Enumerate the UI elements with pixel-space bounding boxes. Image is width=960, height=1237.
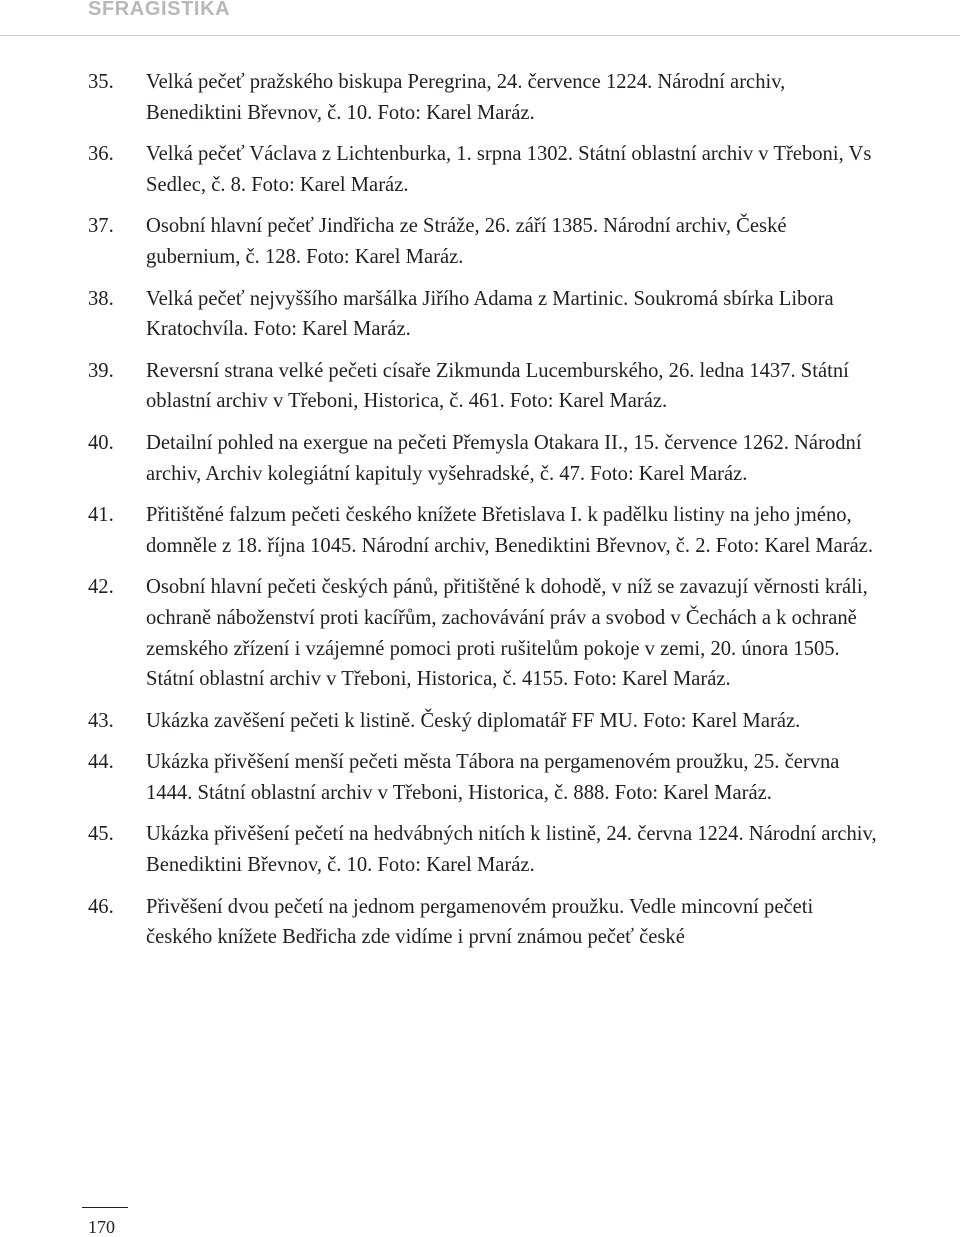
caption-item [88,284,880,345]
caption-text: Ukázka přivěšení pečetí na hedvábných nitích k listině, 24. června 1224. Národní archiv, Benediktini Břevnov, č. 10. Foto: Karel Maráz. [146,823,877,877]
caption-item [88,428,880,489]
page-number: 170 [88,1217,115,1237]
caption-text: Ukázka přivěšení menší pečeti města Tábora na pergamenovém proužku, 25. června 1444. Státní oblastní archiv v Třeboni, Historica, č. 888. Foto: Karel Maráz. [146,751,840,804]
caption-number: 46. [88,895,114,918]
caption-number: 40. [88,431,114,454]
header-divider [0,35,960,36]
caption-item [88,572,880,694]
caption-number: 43. [88,709,114,732]
caption-number: 37. [88,215,114,238]
caption-text: Reversní strana velké pečeti císaře Zikmunda Lucemburského, 26. ledna 1437. Státní oblastní archiv v Třeboni, Historica, č. 461. Foto: Karel Maráz. [146,359,849,413]
footer-divider [82,1207,128,1208]
caption-text: Ukázka zavěšení pečeti k listině. Český diplomatář FF MU. Foto: Karel Maráz. [146,709,801,732]
caption-number: 35. [88,71,114,93]
caption-text: Přitištěné falzum pečeti českého knížete Břetislava I. k padělku listiny na jeho jméno, domněle z 18. října 1045. Národní archiv, Benediktini Břevnov, č. 2. Foto: Karel Maráz. [146,504,874,557]
caption-number: 39. [88,359,114,382]
caption-item [88,67,880,128]
running-header: SFRAGISTIKA [88,0,231,20]
caption-text: Velká pečeť Václava z Lichtenburka, 1. srpna 1302. Státní oblastní archiv v Třeboni, Vs Sedlec, č. 8. Foto: Karel Maráz. [146,143,872,196]
caption-item [88,706,880,737]
caption-number: 41. [88,504,114,527]
caption-item [88,139,880,200]
caption-item [88,211,880,272]
caption-text: Velká pečeť pražského biskupa Peregrina, 24. července 1224. Národní archiv, Benediktini Břevnov, č. 10. Foto: Karel Maráz. [146,71,786,124]
caption-item [88,819,880,880]
caption-item [88,747,880,808]
caption-text: Přivěšení dvou pečetí na jednom pergamenovém proužku. Vedle mincovní pečeti českého knížete Bedřicha zde vidíme i první známou pečeť české [146,895,814,949]
caption-text: Osobní hlavní pečeti českých pánů, přitištěné k dohodě, v níž se zavazují věrnosti králi, ochraně náboženství proti kacířům, zachovávání práv a svobod v Čechách a k ochraně zemského zřízení i vzájemné pomoci proti rušitelům pokoje v zemi, 20. února 1505. Státní oblastní archiv v Třeboni, Historica, č. 4155. Foto: Karel Maráz. [146,576,868,691]
caption-number: 44. [88,751,114,774]
caption-text: Osobní hlavní pečeť Jindřicha ze Stráže, 26. září 1385. Národní archiv, České gubernium, č. 128. Foto: Karel Maráz. [146,215,787,268]
caption-number: 38. [88,287,114,310]
caption-number: 36. [88,143,114,166]
caption-text: Velká pečeť nejvyššího maršálka Jiřího Adama z Martinic. Soukromá sbírka Libora Kratochvíla. Foto: Karel Maráz. [146,287,834,341]
caption-text: Detailní pohled na exergue na pečeti Přemysla Otakara II., 15. července 1262. Národní archiv, Archiv kolegiátní kapituly vyšehradské, č. 47. Foto: Karel Maráz. [146,431,862,485]
caption-item [88,892,880,953]
caption-number: 45. [88,823,114,846]
caption-item [88,356,880,417]
caption-number: 42. [88,576,114,599]
caption-list [88,67,880,964]
caption-item [88,500,880,561]
